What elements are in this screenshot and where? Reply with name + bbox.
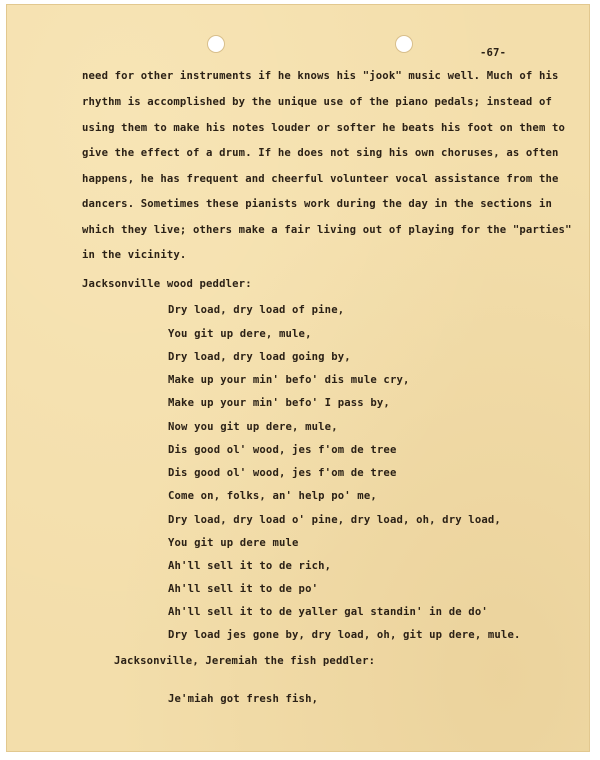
paragraph-line: rhythm is accomplished by the unique use of the piano pedals; instead of [82,96,553,108]
song-line: You git up dere mule [168,537,299,549]
song-line: Ah'll sell it to de po' [168,583,319,595]
second-song-intro-label: Jacksonville, Jeremiah the fish peddler: [114,655,376,667]
song-line: Make up your min' befo' I pass by, [168,397,390,409]
paragraph-line: using them to make his notes louder or softer he beats his foot on them to [82,122,566,134]
paragraph-line: give the effect of a drum. If he does not sing his own choruses, as often [82,147,559,159]
song-line: Dry load, dry load o' pine, dry load, oh, dry load, [168,514,501,526]
song-line: Dry load, dry load of pine, [168,304,345,316]
song-line: Dis good ol' wood, jes f'om de tree [168,467,397,479]
paragraph-line: which they live; others make a fair living out of playing for the "parties" [82,224,572,236]
song-line: Now you git up dere, mule, [168,421,338,433]
song-intro-label: Jacksonville wood peddler: [82,278,252,290]
song-line: Ah'll sell it to de yaller gal standin' in de do' [168,606,488,618]
punch-hole-left [208,36,224,52]
paragraph-line: happens, he has frequent and cheerful volunteer vocal assistance from the [82,173,559,185]
song-line: Dry load, dry load going by, [168,351,351,363]
punch-hole-right [396,36,412,52]
song-line: Ah'll sell it to de rich, [168,560,332,572]
song-line: Make up your min' befo' dis mule cry, [168,374,410,386]
paragraph-line: need for other instruments if he knows his "jook" music well. Much of his [82,70,559,82]
song-line: You git up dere, mule, [168,328,312,340]
song-line: Dis good ol' wood, jes f'om de tree [168,444,397,456]
song-line: Dry load jes gone by, dry load, oh, git up dere, mule. [168,629,521,641]
paragraph-line: dancers. Sometimes these pianists work during the day in the sections in [82,198,553,210]
paragraph-line: in the vicinity. [82,249,187,261]
song-line: Come on, folks, an' help po' me, [168,490,377,502]
page-number: -67- [480,47,507,59]
second-song-line: Je'miah got fresh fish, [168,693,319,705]
